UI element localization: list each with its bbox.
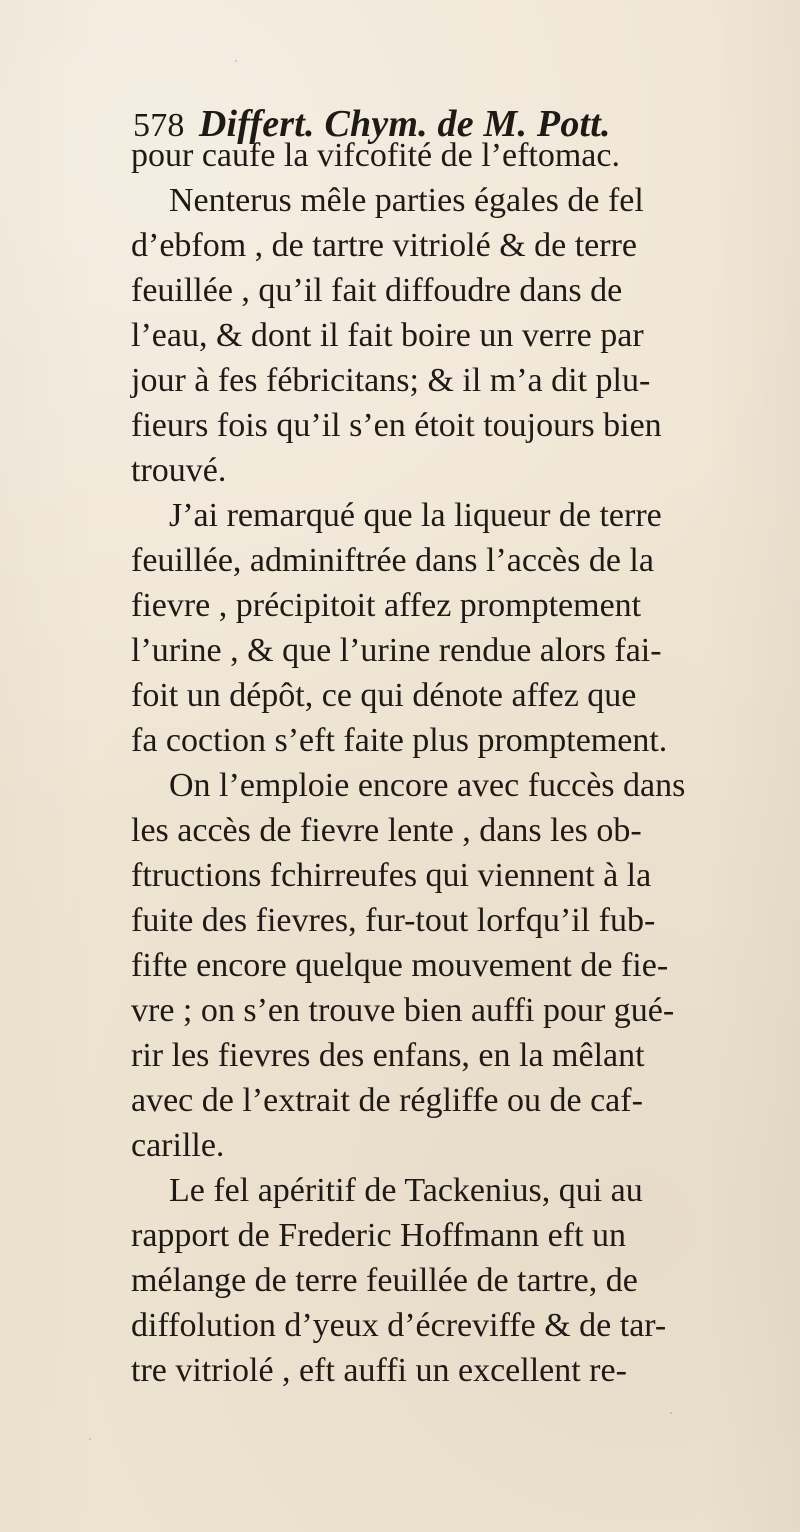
text-line: fievre , précipitoit affez promptement — [131, 587, 642, 624]
text-line: jour à fes fébricitans; & il m’a dit plu- — [131, 362, 651, 399]
running-title: Differt. Chym. de M. Pott. — [198, 103, 611, 145]
text-line: fuite des fievres, fur-tout lorfqu’il fub- — [131, 902, 656, 939]
text-line: feuillée , qu’il fait diffoudre dans de — [131, 272, 623, 309]
text-line: Nenterus mêle parties égales de fel — [169, 182, 644, 219]
text-line: carille. — [131, 1127, 225, 1164]
text-line: feuillée, adminiftrée dans l’accès de la — [131, 542, 654, 579]
text-line: On l’emploie encore avec fuccès dans — [169, 767, 686, 804]
text-line: mélange de terre feuillée de tartre, de — [131, 1262, 638, 1299]
text-line: diffolution d’yeux d’écreviffe & de tar- — [131, 1307, 667, 1344]
text-line: les accès de fievre lente , dans les ob- — [131, 812, 642, 849]
text-line: ftructions fchirreufes qui viennent à la — [131, 857, 652, 894]
text-line: fifte encore quelque mouvement de fie- — [131, 947, 669, 984]
text-line: trouvé. — [131, 452, 227, 489]
text-line: l’urine , & que l’urine rendue alors fai- — [131, 632, 662, 669]
text-line: foit un dépôt, ce qui dénote affez que — [131, 677, 637, 714]
text-line: vre ; on s’en trouve bien auffi pour gué- — [131, 992, 675, 1029]
text-line: J’ai remarqué que la liqueur de terre — [169, 497, 662, 534]
text-line: rir les fievres des enfans, en la mêlant — [131, 1037, 645, 1074]
paper-speck — [235, 60, 237, 62]
paper-speck — [402, 1360, 404, 1362]
text-line: tre vitriolé , eft auffi un excellent re- — [131, 1352, 627, 1389]
text-line: fa coction s’eft faite plus promptement. — [131, 722, 668, 759]
text-line: pour caufe la vifcofité de l’eftomac. — [131, 137, 620, 174]
text-line: l’eau, & dont il fait boire un verre par — [131, 317, 644, 354]
text-line: Le fel apéritif de Tackenius, qui au — [169, 1172, 643, 1209]
text-line: avec de l’extrait de régliffe ou de caf- — [131, 1082, 643, 1119]
page-number: 578 — [133, 107, 185, 144]
text-line: d’ebfom , de tartre vitriolé & de terre — [131, 227, 637, 264]
text-line: fieurs fois qu’il s’en étoit toujours bien — [131, 407, 662, 444]
text-line: rapport de Frederic Hoffmann eft un — [131, 1217, 627, 1254]
paper-speck — [670, 1412, 672, 1414]
body-text — [131, 133, 781, 1393]
paper-speck — [89, 1438, 91, 1440]
